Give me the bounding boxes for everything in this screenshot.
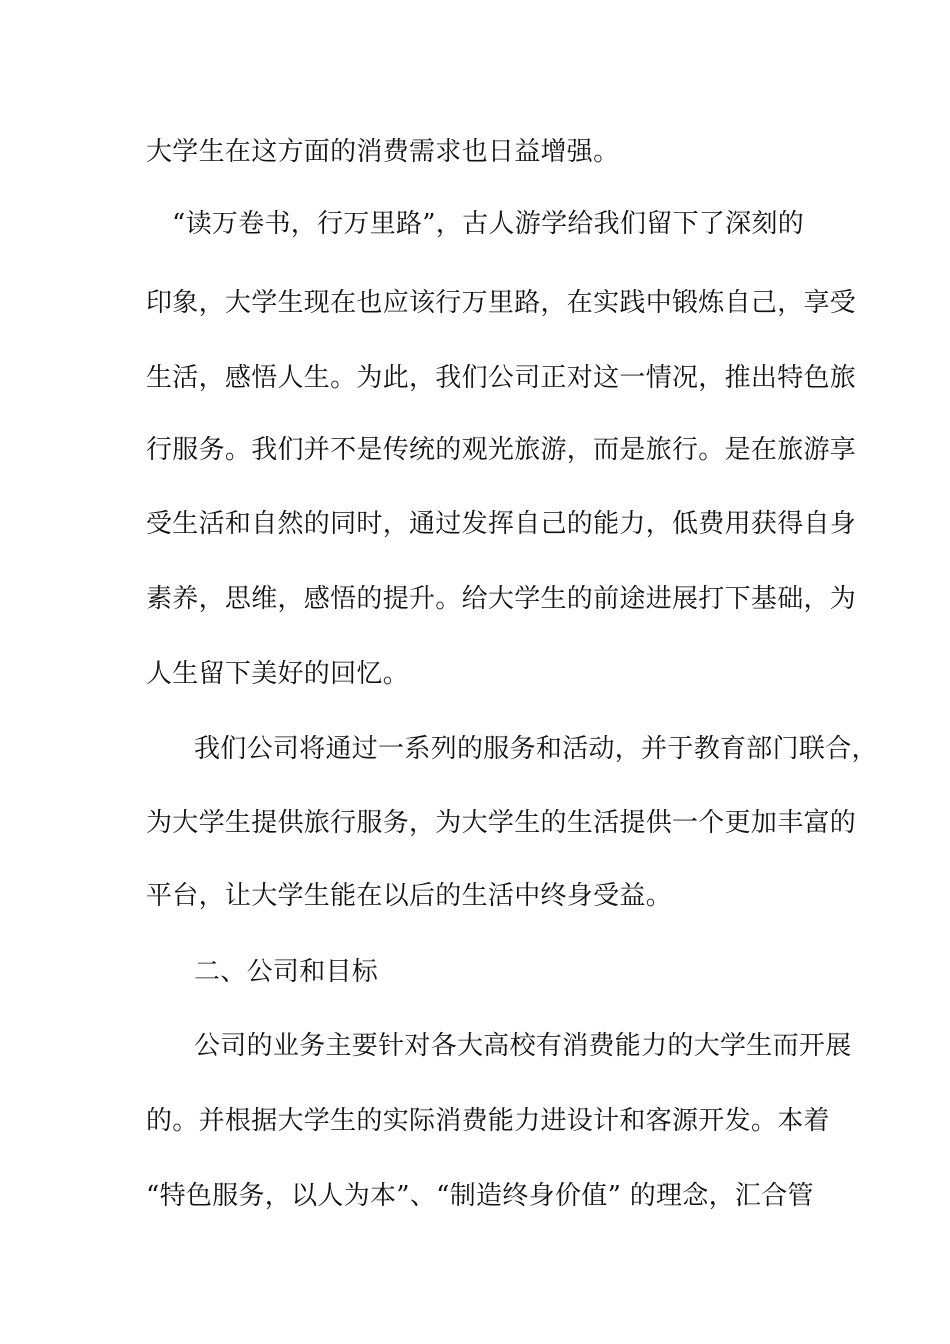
paragraph-line: 生活，感悟人生。为此，我们公司正对这一情况，推出特色旅 <box>146 363 857 393</box>
paragraph-line: 为大学生提供旅行服务，为大学生的生活提供一个更加丰富的 <box>146 808 857 838</box>
paragraph-line: 行服务。我们并不是传统的观光旅游，而是旅行。是在旅游享 <box>146 435 857 465</box>
paragraph-line: 大学生在这方面的消费需求也日益增强。 <box>146 137 620 167</box>
paragraph-line: 的。并根据大学生的实际消费能力进设计和客源开发。本着 <box>146 1106 830 1136</box>
paragraph-line: 平台，让大学生能在以后的生活中终身受益。 <box>146 881 673 911</box>
paragraph-line: 人生留下美好的回忆。 <box>146 659 410 689</box>
paragraph-line: 我们公司将通过一系列的服务和活动，并于教育部门联合， <box>194 734 878 764</box>
section-heading: 二、公司和目标 <box>194 957 379 987</box>
paragraph-line: “读万卷书，行万里路”，古人游学给我们留下了深刻的 <box>172 209 805 239</box>
paragraph-line: 素养，思维，感悟的提升。给大学生的前途进展打下基础，为 <box>146 584 857 614</box>
paragraph-line: 印象，大学生现在也应该行万里路，在实践中锻炼自己，享受 <box>146 288 857 318</box>
paragraph-line: “特色服务，以人为本”、“制造终身价值” 的理念，汇合管 <box>146 1181 814 1211</box>
paragraph-line: 公司的业务主要针对各大高校有消费能力的大学生而开展 <box>194 1031 852 1061</box>
paragraph-line: 受生活和自然的同时，通过发挥自己的能力，低费用获得自身 <box>146 509 857 539</box>
